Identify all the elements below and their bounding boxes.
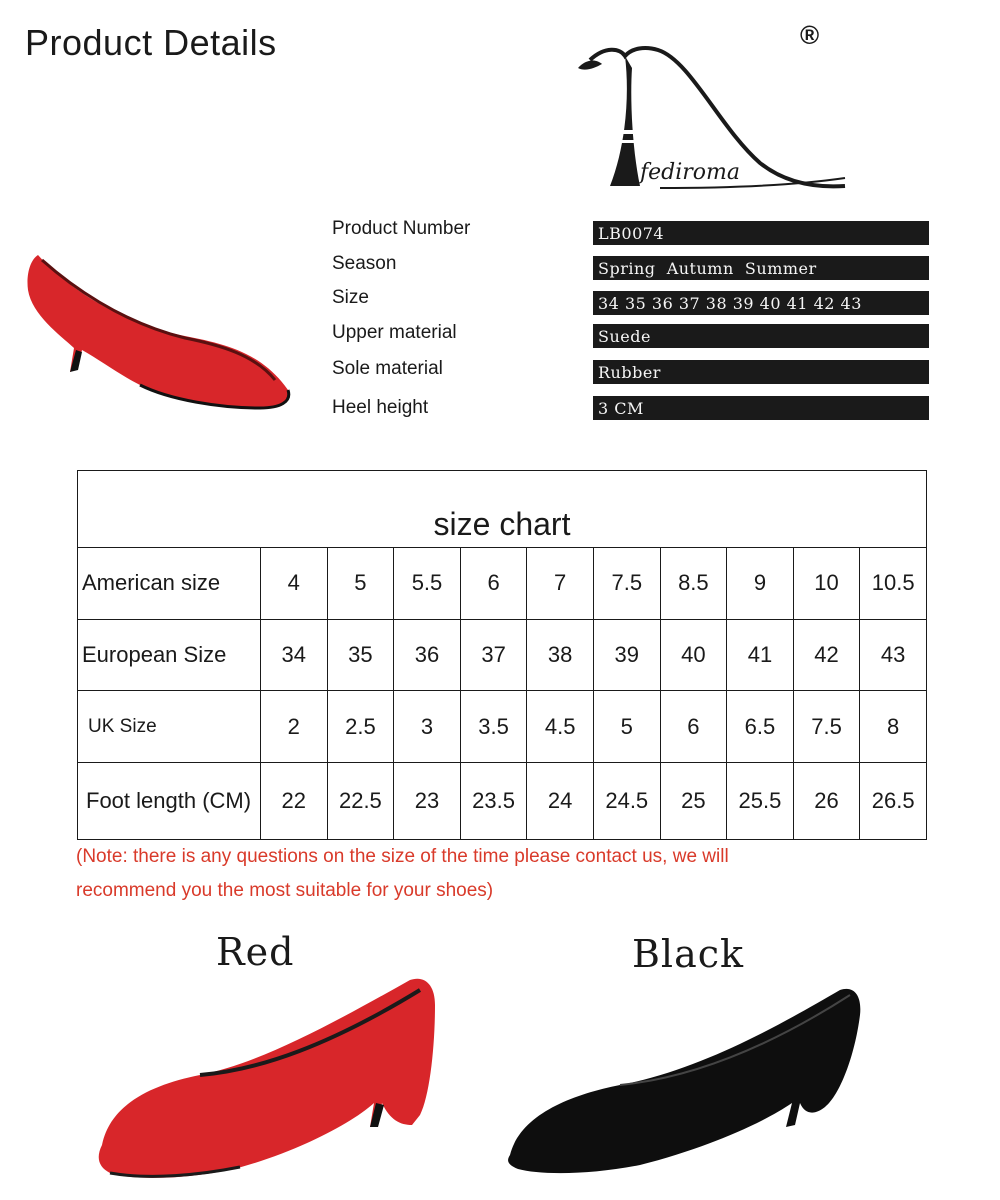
brand-name: fediroma [640,160,741,185]
spec-value-upper-material: Suede [593,324,929,348]
spec-value-sole-material: Rubber [593,360,929,384]
size-note-line-1: (Note: there is any questions on the size of the time please contact us, we will [76,846,729,867]
table-cell: 22.5 [327,763,394,840]
table-cell: 40 [660,619,727,691]
table-cell: 5.5 [394,548,461,620]
black-shoe-variant-image [500,985,870,1175]
spec-label-upper-material: Upper material [332,322,457,343]
spec-label-product-number: Product Number [332,218,471,239]
table-cell: 2.5 [327,691,394,763]
table-cell: 5 [593,691,660,763]
table-cell: 24.5 [593,763,660,840]
red-shoe-side-image [20,240,300,415]
table-cell: 10 [793,548,860,620]
table-row-american [78,548,927,620]
table-cell: 41 [727,619,794,691]
table-row-european [78,619,927,691]
red-shoe-variant-image [90,975,450,1185]
table-cell: 3.5 [460,691,527,763]
table-cell: 2 [261,691,328,763]
table-cell: 35 [327,619,394,691]
table-row-uk [78,691,927,763]
table-cell: 39 [593,619,660,691]
table-cell: 5 [327,548,394,620]
spec-label-size: Size [332,287,369,308]
table-cell: 10.5 [860,548,927,620]
spec-label-heel-height: Heel height [332,397,429,418]
table-cell: 23.5 [460,763,527,840]
table-cell: 7 [527,548,594,620]
page-title: Product Details [25,22,277,63]
row-label-uk-size: UK Size [78,691,261,763]
table-cell: 22 [261,763,328,840]
color-label-black: Black [632,932,745,976]
spec-value-heel-height: 3 CM [593,396,929,420]
spec-label-sole-material: Sole material [332,358,443,379]
table-cell: 6.5 [727,691,794,763]
table-cell: 38 [527,619,594,691]
row-label-european-size: European Size [78,619,261,691]
row-label-foot-length: Foot length (CM) [78,763,261,840]
table-cell: 42 [793,619,860,691]
table-cell: 24 [527,763,594,840]
size-chart-table [77,470,927,840]
table-cell: 25 [660,763,727,840]
table-cell: 8.5 [660,548,727,620]
table-cell: 8 [860,691,927,763]
registered-mark: ® [800,20,820,50]
table-cell: 7.5 [593,548,660,620]
table-cell: 6 [660,691,727,763]
table-cell: 23 [394,763,461,840]
size-chart-title-row [78,471,927,548]
table-cell: 26.5 [860,763,927,840]
spec-value-size: 34 35 36 37 38 39 40 41 42 43 [593,291,929,315]
table-row-foot-length [78,763,927,840]
table-cell: 25.5 [727,763,794,840]
size-chart-title: size chart [78,471,927,548]
table-cell: 43 [860,619,927,691]
table-cell: 4.5 [527,691,594,763]
table-cell: 37 [460,619,527,691]
table-cell: 34 [261,619,328,691]
table-cell: 9 [727,548,794,620]
table-cell: 6 [460,548,527,620]
size-note-line-2: recommend you the most suitable for your shoes) [76,880,494,901]
table-cell: 36 [394,619,461,691]
table-cell: 4 [261,548,328,620]
table-cell: 3 [394,691,461,763]
color-label-red: Red [216,930,295,974]
spec-label-season: Season [332,253,397,274]
spec-value-product-number: LB0074 [593,221,929,245]
row-label-american-size: American size [78,548,261,620]
spec-value-season: Spring Autumn Summer [593,256,929,280]
table-cell: 7.5 [793,691,860,763]
table-cell: 26 [793,763,860,840]
